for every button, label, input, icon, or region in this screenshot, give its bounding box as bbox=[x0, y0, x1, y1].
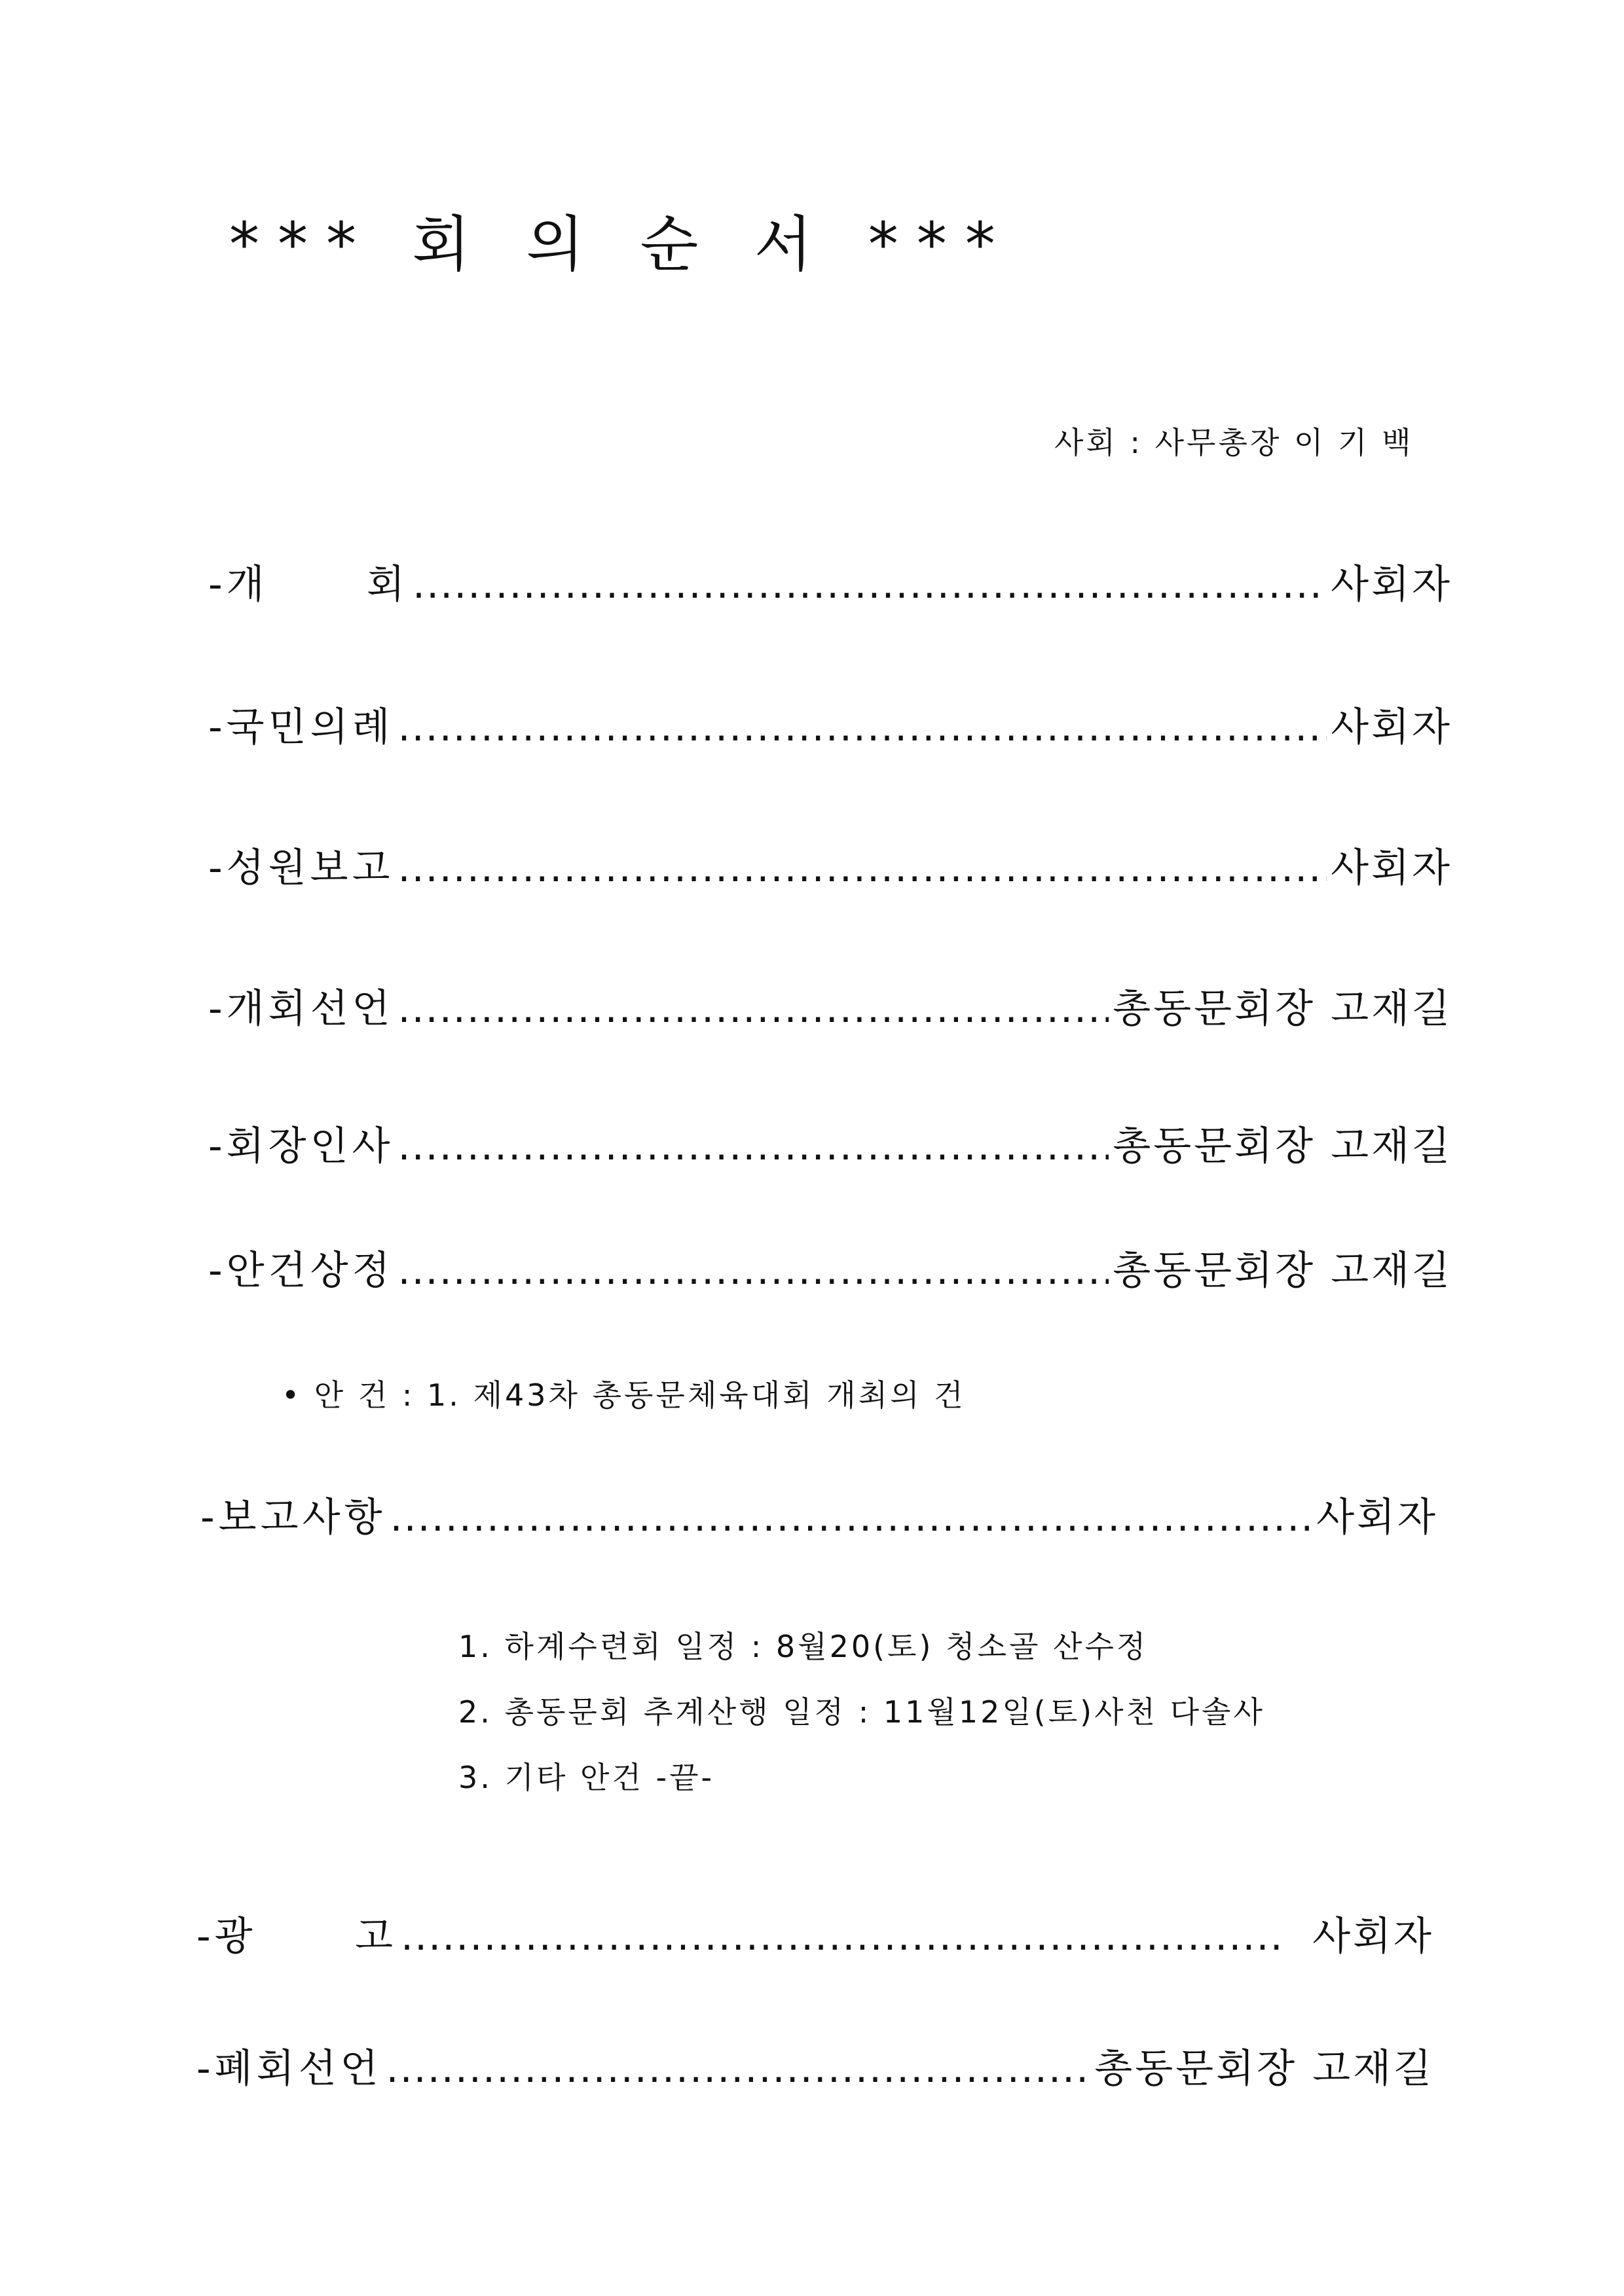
program-item-reports bbox=[200, 1486, 1438, 1542]
item-label: -광 고 bbox=[196, 1914, 397, 1959]
report-list bbox=[458, 1614, 1265, 1810]
item-label: -성원보고 bbox=[208, 845, 394, 891]
item-presenter: 총동문회장 고재길 bbox=[1113, 1248, 1452, 1294]
leader-dots bbox=[398, 845, 1327, 891]
leader-dots bbox=[398, 986, 1109, 1032]
item-label: -회장인사 bbox=[208, 1123, 394, 1169]
program-item-closing-declaration bbox=[196, 2037, 1434, 2094]
item-presenter: 사회자 bbox=[1331, 704, 1452, 750]
program-item-quorum-report bbox=[208, 837, 1452, 893]
item-presenter: 총동문회장 고재길 bbox=[1094, 2046, 1434, 2092]
program-item-national-ceremony bbox=[208, 696, 1452, 752]
item-label: -폐회선언 bbox=[196, 2046, 382, 2092]
leader-dots bbox=[398, 1123, 1109, 1169]
report-item: 1. 하계수련회 일정 : 8월20(토) 청소골 산수정 bbox=[458, 1629, 1149, 1664]
item-label: -개 회 bbox=[208, 562, 409, 608]
item-presenter: 사회자 bbox=[1316, 1495, 1438, 1540]
leader-dots bbox=[398, 704, 1327, 750]
program-item-president-greeting bbox=[208, 1115, 1452, 1171]
document-title: *** 회 의 순 서 *** bbox=[229, 210, 1014, 280]
report-item: 3. 기타 안건 -끝- bbox=[458, 1760, 715, 1795]
program-item-opening-declaration bbox=[208, 977, 1452, 1034]
item-presenter: 총동문회장 고재길 bbox=[1113, 1123, 1452, 1169]
item-presenter: 사회자 bbox=[1331, 562, 1452, 608]
agenda-detail: • 안 건 : 1. 제43차 총동문체육대회 개최의 건 bbox=[282, 1377, 966, 1413]
program-item-agenda-submission bbox=[208, 1239, 1452, 1296]
moderator-line: 사회 : 사무총장 이 기 백 bbox=[1054, 425, 1414, 460]
program-item-opening bbox=[208, 553, 1452, 610]
item-label: -보고사항 bbox=[200, 1495, 386, 1540]
leader-dots bbox=[401, 1914, 1286, 1959]
item-label: -국민의례 bbox=[208, 704, 394, 750]
item-presenter: 총동문회장 고재길 bbox=[1113, 986, 1452, 1032]
item-label: -개회선언 bbox=[208, 986, 394, 1032]
item-presenter: 사회자 bbox=[1312, 1914, 1434, 1959]
report-item: 2. 총동문회 추계산행 일정 : 11월12일(토)사천 다솔사 bbox=[458, 1694, 1265, 1730]
item-label: -안건상정 bbox=[208, 1248, 394, 1294]
leader-dots bbox=[386, 2046, 1091, 2092]
leader-dots bbox=[390, 1495, 1313, 1540]
item-presenter: 사회자 bbox=[1331, 845, 1452, 891]
leader-dots bbox=[398, 1248, 1109, 1294]
program-item-announcements bbox=[196, 1905, 1434, 1961]
leader-dots bbox=[413, 562, 1327, 608]
